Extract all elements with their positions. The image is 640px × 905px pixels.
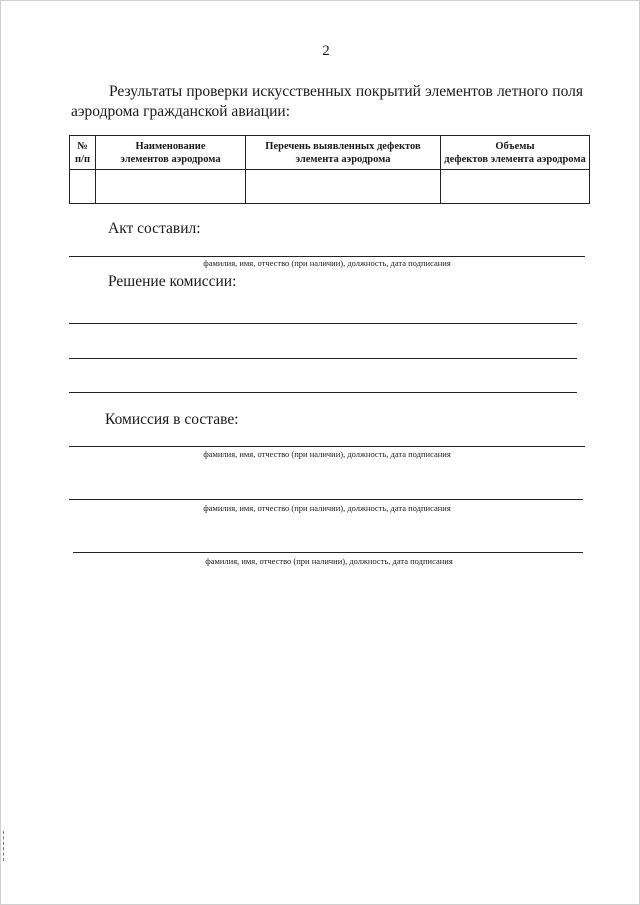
table-cell[interactable] [441, 170, 590, 204]
decision-line-3[interactable] [69, 392, 577, 393]
heading-line-2: аэродрома гражданской авиации: [71, 103, 290, 120]
heading-line-1: Результаты проверки искусственных покрытий элементов летного поля [109, 83, 583, 100]
act-signature-line[interactable] [69, 256, 585, 257]
defects-table [69, 135, 590, 204]
act-caption: фамилия, имя, отчество (при наличии), должность, дата подписания [203, 258, 451, 268]
col-header-defects-list: Перечень выявленных дефектов элемента аэродрома [246, 136, 441, 170]
col-header-number: № п/п [70, 136, 96, 170]
commission-caption-1: фамилия, имя, отчество (при наличии), должность, дата подписания [203, 449, 451, 459]
commission-signature-line-3[interactable] [73, 552, 583, 553]
commission-signature-line-1[interactable] [69, 446, 585, 447]
col-header-element-name: Наименование элементов аэродрома [96, 136, 246, 170]
section-heading [71, 82, 583, 122]
table-cell[interactable] [96, 170, 246, 204]
table-cell[interactable] [246, 170, 441, 204]
commission-caption-3: фамилия, имя, отчество (при наличии), должность, дата подписания [205, 556, 453, 566]
commission-signature-line-2[interactable] [69, 499, 583, 500]
table-row [70, 170, 590, 204]
decision-line-2[interactable] [69, 358, 577, 359]
decision-label: Решение комиссии: [108, 273, 237, 290]
commission-caption-2: фамилия, имя, отчество (при наличии), должность, дата подписания [203, 503, 451, 513]
col-header-defects-volume: Объемы дефектов элемента аэродрома [441, 136, 590, 170]
page-number: 2 [322, 43, 330, 59]
table-cell[interactable] [70, 170, 96, 204]
decision-line-1[interactable] [69, 323, 577, 324]
commission-label: Комиссия в составе: [105, 411, 239, 428]
act-label: Акт составил: [108, 220, 201, 237]
table-header-row [70, 136, 590, 170]
scan-edge-mark [3, 831, 6, 861]
